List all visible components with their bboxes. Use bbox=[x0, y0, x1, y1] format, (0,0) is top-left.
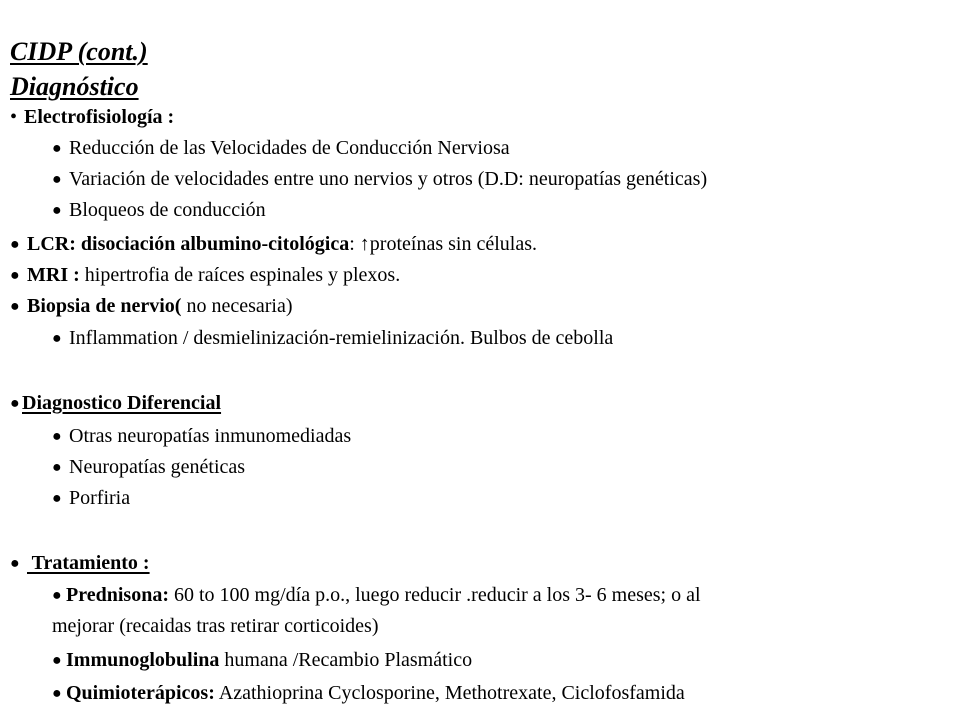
up-arrow-icon: ↑ bbox=[359, 233, 370, 255]
prednisona-label: Prednisona: bbox=[66, 584, 169, 606]
diferencial-heading: Diagnostico Diferencial bbox=[22, 392, 222, 414]
electro-item-text: Variación de velocidades entre uno nervios y otros (D.D: neuropatías genéticas) bbox=[69, 168, 708, 190]
sub-bullet-icon: ● bbox=[52, 685, 62, 702]
prednisona-continuation: mejorar (recaidas tras retirar corticoides) bbox=[52, 615, 379, 637]
tratamiento-heading-line bbox=[10, 548, 150, 579]
sub-bullet-icon: ● bbox=[10, 555, 20, 572]
electro-item bbox=[52, 164, 707, 195]
quimio-line bbox=[52, 678, 685, 709]
lcr-separator: : bbox=[349, 233, 360, 255]
diferencial-item-text: Neuropatías genéticas bbox=[69, 456, 246, 478]
sub-bullet-icon: ● bbox=[52, 652, 62, 669]
slide-title: CIDP (cont.) bbox=[10, 37, 148, 66]
inmuno-line bbox=[52, 645, 472, 676]
biopsia-text: no necesaria) bbox=[181, 295, 293, 317]
sub-bullet-icon: ● bbox=[52, 490, 62, 507]
electro-item bbox=[52, 133, 510, 164]
lcr-label: LCR: disociación albumino-citológica bbox=[27, 233, 350, 255]
biopsia-label: Biopsia de nervio( bbox=[27, 295, 182, 317]
tratamiento-heading: Tratamiento : bbox=[27, 552, 150, 574]
inmuno-text: humana /Recambio Plasmático bbox=[219, 649, 473, 671]
diferencial-item bbox=[52, 421, 351, 452]
sub-bullet-icon: ● bbox=[10, 395, 20, 412]
lcr-text: proteínas sin células. bbox=[369, 233, 537, 255]
quimio-label: Quimioterápicos: bbox=[66, 682, 215, 704]
inmuno-label: Immunoglobulina bbox=[66, 649, 220, 671]
biopsia-item bbox=[52, 323, 613, 354]
diferencial-item bbox=[52, 483, 130, 514]
electro-heading: Electrofisiología : bbox=[24, 106, 175, 128]
electro-item-text: Bloqueos de conducción bbox=[69, 199, 266, 221]
bullet-icon: • bbox=[10, 106, 18, 128]
biopsia-line bbox=[10, 291, 293, 322]
sub-bullet-icon: ● bbox=[10, 298, 20, 315]
sub-bullet-icon: ● bbox=[52, 428, 62, 445]
mri-line bbox=[10, 260, 400, 291]
prednisona-line bbox=[52, 580, 701, 611]
sub-bullet-icon: ● bbox=[52, 171, 62, 188]
diferencial-item-text: Porfiria bbox=[69, 487, 131, 509]
diferencial-heading-line bbox=[10, 388, 221, 419]
diferencial-item-text: Otras neuropatías inmunomediadas bbox=[69, 425, 352, 447]
sub-bullet-icon: ● bbox=[10, 267, 20, 284]
electro-heading-line bbox=[10, 102, 174, 133]
lcr-line bbox=[10, 229, 537, 260]
sub-bullet-icon: ● bbox=[52, 330, 62, 347]
slide-subtitle: Diagnóstico bbox=[10, 72, 139, 101]
electro-item bbox=[52, 195, 266, 226]
sub-bullet-icon: ● bbox=[10, 236, 20, 253]
sub-bullet-icon: ● bbox=[52, 202, 62, 219]
mri-text: hipertrofia de raíces espinales y plexos. bbox=[79, 264, 401, 286]
sub-bullet-icon: ● bbox=[52, 587, 62, 604]
electro-item-text: Reducción de las Velocidades de Conducción Nerviosa bbox=[69, 137, 510, 159]
prednisona-text: 60 to 100 mg/día p.o., luego reducir .reducir a los 3- 6 meses; o al bbox=[168, 584, 701, 606]
quimio-text: Azathioprina Cyclosporine, Methotrexate, Ciclofosfamida bbox=[214, 682, 685, 704]
diferencial-item bbox=[52, 452, 245, 483]
biopsia-item-text: Inflammation / desmielinización-remielinización. Bulbos de cebolla bbox=[69, 327, 614, 349]
mri-label: MRI : bbox=[27, 264, 80, 286]
sub-bullet-icon: ● bbox=[52, 459, 62, 476]
sub-bullet-icon: ● bbox=[52, 140, 62, 157]
